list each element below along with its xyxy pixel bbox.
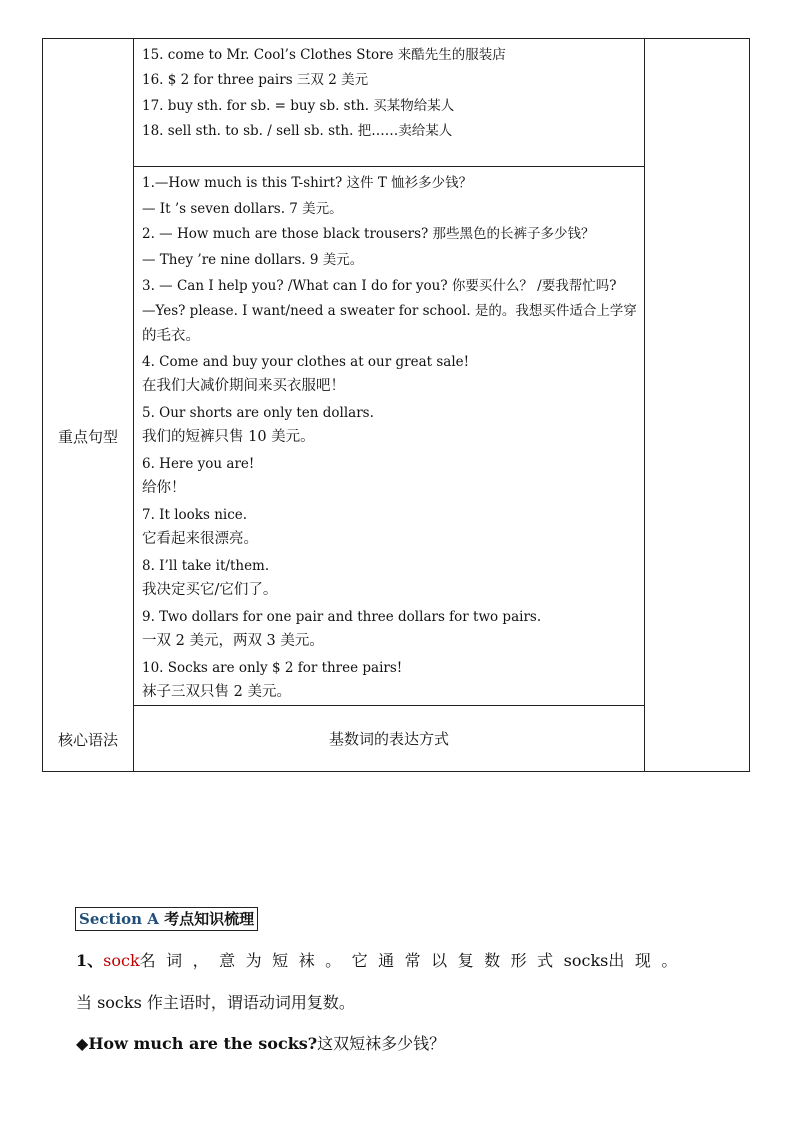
sentence-line: —Yes? please. I want/need a sweater for school. 是的。我想买件适合上学穿: [142, 303, 637, 319]
point-1-note: 当 socks 作主语时，谓语动词用复数。: [76, 993, 355, 1012]
point-text-end: 出现。: [608, 951, 688, 970]
sentence-line: 10. Socks are only $ 2 for three pairs!: [142, 660, 403, 676]
phrases-cell: [134, 39, 644, 166]
sentence-line: 9. Two dollars for one pair and three dollars for two pairs.: [142, 609, 542, 625]
sentence-line: 给你！: [142, 480, 186, 496]
diamond-bullet-icon: ◆: [76, 1034, 89, 1053]
example-sentence: [76, 1033, 445, 1055]
vocabulary-table: [42, 38, 750, 772]
sentence-line: 我决定买它/它们了。: [142, 582, 278, 598]
row-divider: [133, 705, 644, 706]
keyword: sock: [103, 951, 140, 970]
sentence-line: 2. — How much are those black trousers? 那些黑色的长裤子多少钱？: [142, 226, 595, 242]
sentence-line: 的毛衣。: [142, 328, 200, 344]
sentence-line: 3. — Can I help you? /What can I do for you? 你要买什么？ /要我帮忙吗?: [142, 278, 617, 294]
section-title: [75, 907, 258, 931]
point-number: 1、: [76, 951, 104, 970]
sentence-line: 袜子三双只售 2 美元。: [142, 684, 291, 700]
grammar-value: 基数词的表达方式: [328, 730, 449, 748]
section-title-zh: 考点知识梳理: [164, 910, 255, 928]
sentence-line: 我们的短裤只售 10 美元。: [142, 429, 315, 445]
phrase-item: 15. come to Mr. Cool’s Clothes Store 来酷先生的服装店: [142, 47, 506, 63]
sentence-line: 7. It looks nice.: [142, 507, 248, 523]
phrase-item: 16. $ 2 for three pairs 三双 2 美元: [142, 72, 369, 88]
sentences-cell: [134, 167, 644, 705]
grammar-label: 核心语法: [57, 731, 118, 749]
sentences-label: 重点句型: [57, 428, 118, 446]
sentence-line: 8. I’ll take it/them.: [142, 558, 270, 574]
example-zh: 这双短袜多少钱？: [317, 1034, 446, 1053]
sentence-line: 它看起来很漂亮。: [142, 531, 258, 547]
section-title-en: Section A: [79, 910, 159, 928]
keyword-plural: socks: [563, 951, 609, 970]
sentence-line: 4. Come and buy your clothes at our great sale!: [142, 354, 470, 370]
phrase-item: 18. sell sth. to sb. / sell sb. sth. 把……卖给某人: [142, 123, 453, 139]
sentence-line: 一双 2 美元，两双 3 美元。: [142, 633, 324, 649]
point-1: [76, 950, 688, 972]
sentence-line: 1.—How much is this T-shirt? 这件 T 恤衫多少钱？: [142, 175, 473, 191]
example-en: How much are the socks?: [88, 1034, 318, 1053]
column-divider: [644, 39, 645, 771]
sentence-line: 在我们大减价期间来买衣服吧！: [142, 378, 345, 394]
point-text: 名词，意为短袜。它通常以复数形式: [139, 951, 564, 970]
phrase-item: 17. buy sth. for sb. = buy sb. sth. 买某物给某人: [142, 98, 455, 114]
sentence-line: — It ’s seven dollars. 7 美元。: [142, 201, 343, 217]
sentence-line: — They ’re nine dollars. 9 美元。: [142, 252, 364, 268]
sentence-line: 5. Our shorts are only ten dollars.: [142, 405, 374, 421]
sentence-line: 6. Here you are!: [142, 456, 255, 472]
